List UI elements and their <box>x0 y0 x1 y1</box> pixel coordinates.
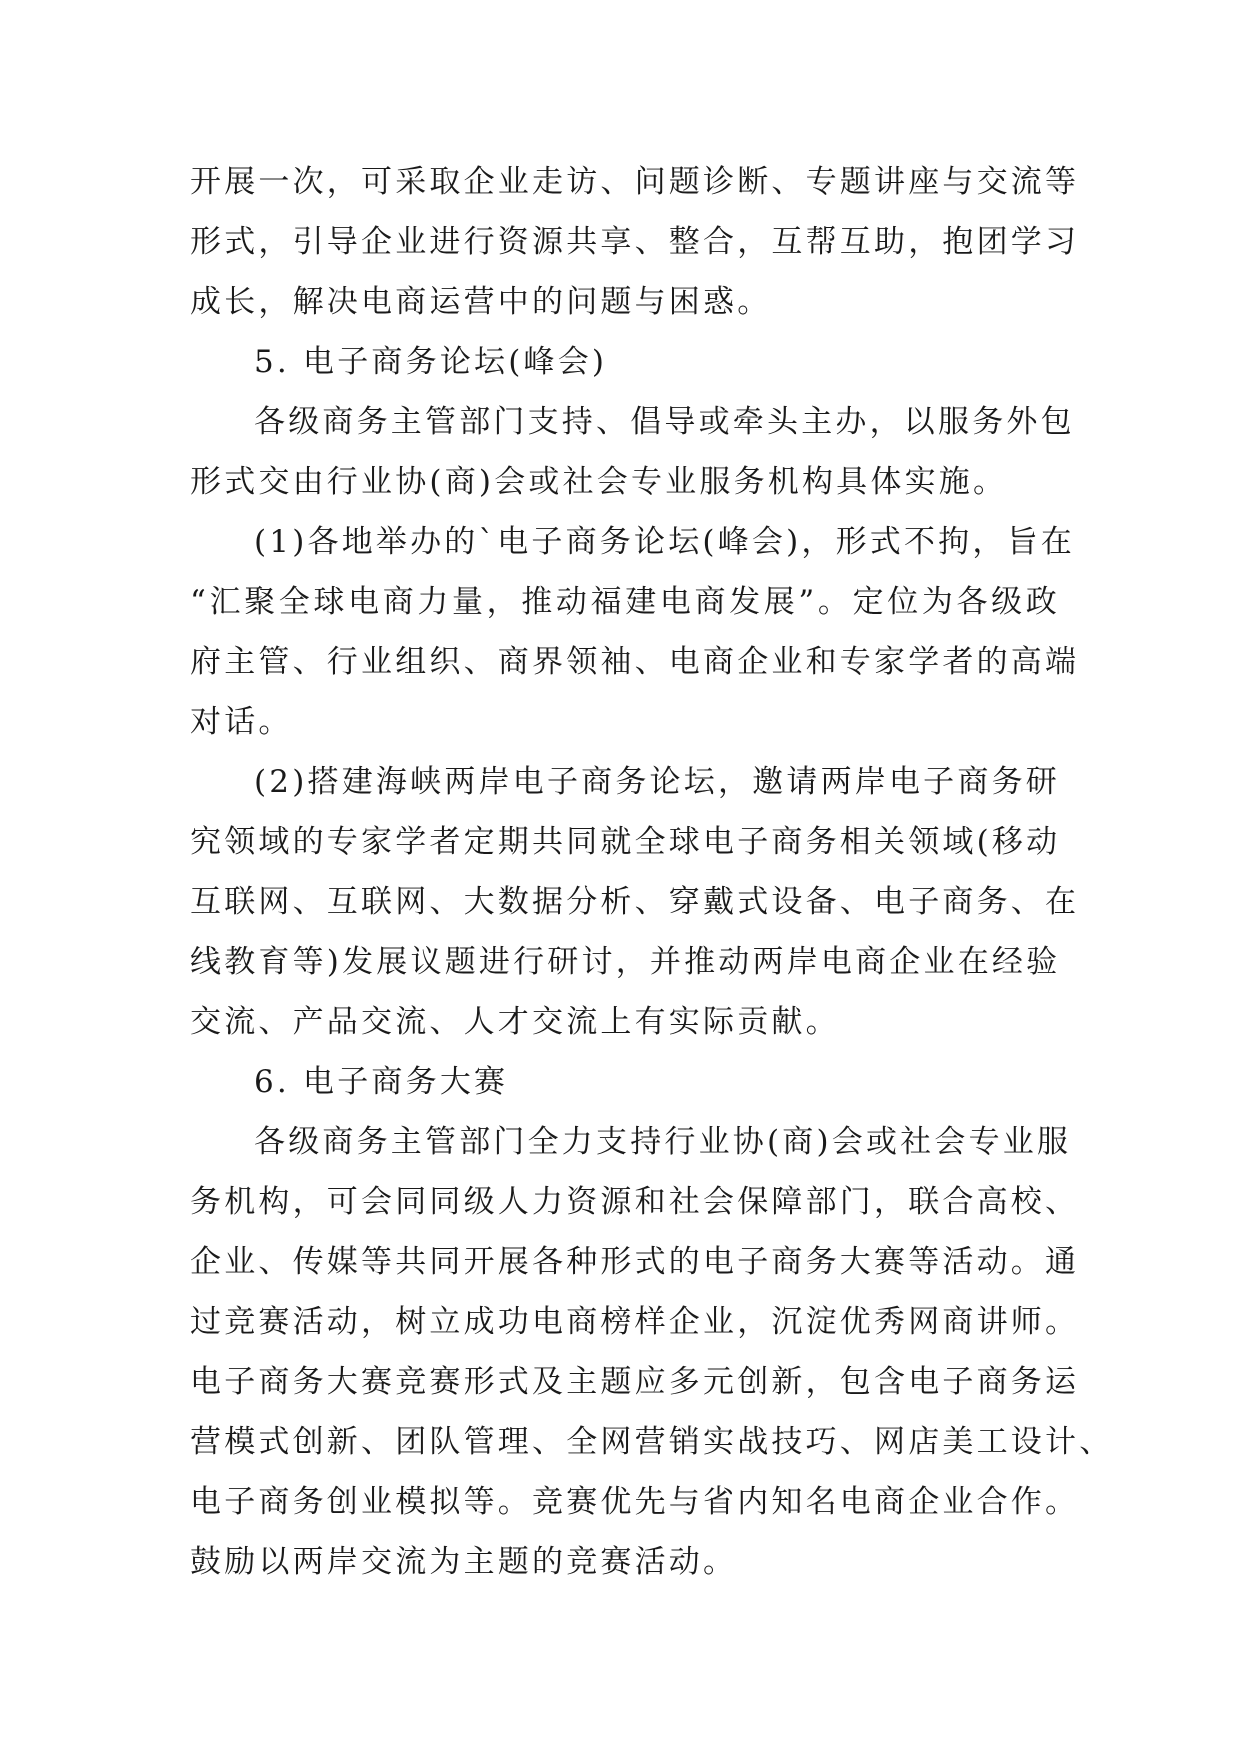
text-line: (1)各地举办的`电子商务论坛(峰会)，形式不拘，旨在 <box>254 524 1075 560</box>
text-line: 互联网、互联网、大数据分析、穿戴式设备、电子商务、在 <box>190 884 1080 920</box>
text-line: 府主管、行业组织、商界领袖、电商企业和专家学者的高端 <box>190 644 1080 680</box>
text-line: 鼓励以两岸交流为主题的竞赛活动。 <box>190 1544 738 1580</box>
text-line: 过竞赛活动，树立成功电商榜样企业，沉淀优秀网商讲师。 <box>190 1304 1080 1340</box>
text-line: 形式交由行业协(商)会或社会专业服务机构具体实施。 <box>190 464 1008 500</box>
text-line: 成长，解决电商运营中的问题与困惑。 <box>190 284 772 320</box>
text-line: 各级商务主管部门支持、倡导或牵头主办，以服务外包 <box>254 404 1075 440</box>
section-heading-contest: 6. 电子商务大赛 <box>254 1064 509 1100</box>
text-line: (2)搭建海峡两岸电子商务论坛，邀请两岸电子商务研 <box>254 764 1060 800</box>
text-line: 电子商务创业模拟等。竞赛优先与省内知名电商企业合作。 <box>190 1484 1080 1520</box>
text-line: 各级商务主管部门全力支持行业协(商)会或社会专业服 <box>254 1124 1072 1160</box>
text-line: 交流、产品交流、人才交流上有实际贡献。 <box>190 1004 840 1040</box>
text-line: 企业、传媒等共同开展各种形式的电子商务大赛等活动。通 <box>190 1244 1080 1280</box>
text-line: 线教育等)发展议题进行研讨，并推动两岸电商企业在经验 <box>190 944 1061 980</box>
section-heading-forum: 5. 电子商务论坛(峰会) <box>254 344 608 380</box>
text-line: “汇聚全球电商力量，推动福建电商发展”。定位为各级政 <box>190 584 1060 620</box>
text-line: 开展一次，可采取企业走访、问题诊断、专题讲座与交流等 <box>190 164 1080 200</box>
text-line: 电子商务大赛竞赛形式及主题应多元创新，包含电子商务运 <box>190 1364 1080 1400</box>
document-body <box>190 152 1114 1592</box>
text-line: 究领域的专家学者定期共同就全球电子商务相关领域(移动 <box>190 824 1061 860</box>
text-line: 对话。 <box>190 704 293 740</box>
text-line: 务机构，可会同同级人力资源和社会保障部门，联合高校、 <box>190 1184 1080 1220</box>
text-line: 营模式创新、团队管理、全网营销实战技巧、网店美工设计、 <box>190 1424 1114 1460</box>
text-line: 形式，引导企业进行资源共享、整合，互帮互助，抱团学习 <box>190 224 1080 260</box>
